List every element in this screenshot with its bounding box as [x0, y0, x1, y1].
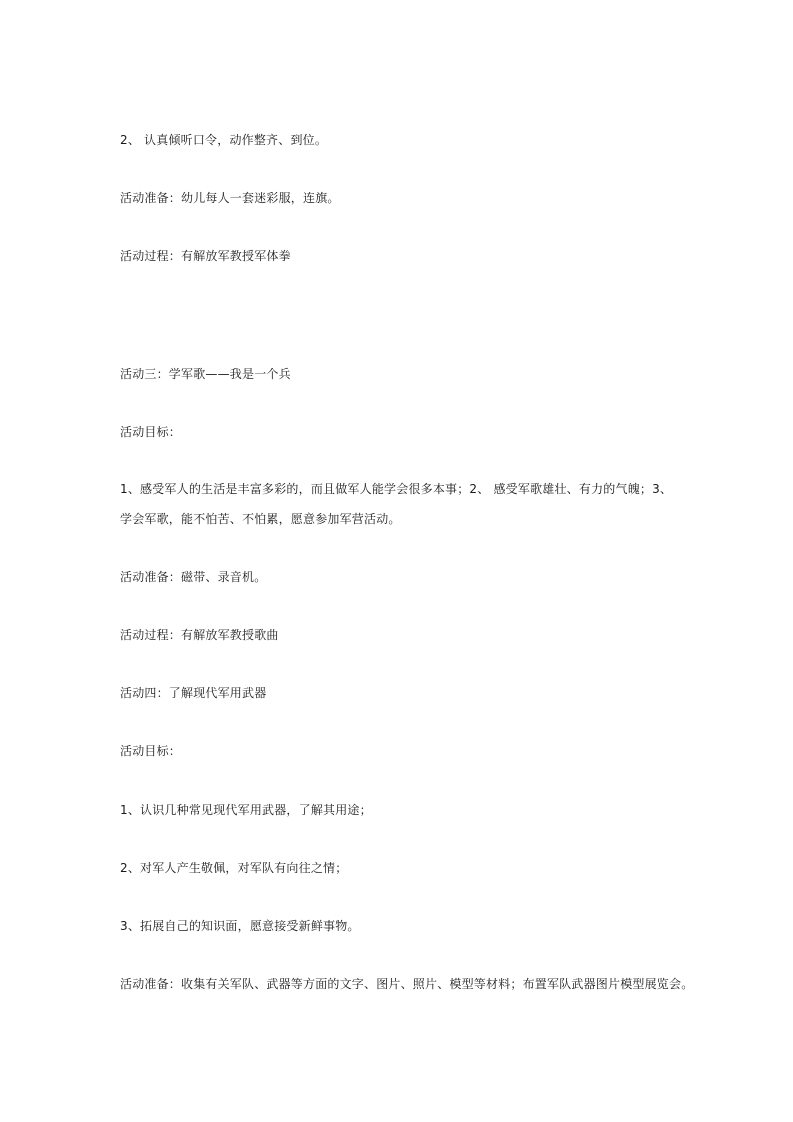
- goal-item-2: 2、 认真倾听口令，动作整齐、到位。: [120, 133, 328, 147]
- activity-three-heading: 活动三：学军歌——我是一个兵: [120, 367, 291, 381]
- activity-process: 活动过程：有解放军教授歌曲: [120, 628, 279, 642]
- activity-three-goals: 1、感受军人的生活是丰富多彩的，而且做军人能学会很多本事；2、 感受军歌雄壮、有力的气魄；3、 学会军歌，能不怕苦、不怕累，愿意参加军营活动。: [120, 482, 673, 526]
- goal-item-3: 3、拓展自己的知识面，愿意接受新鲜事物。: [120, 919, 360, 933]
- activity-process: 活动过程：有解放军教授军体拳: [120, 249, 291, 263]
- activity-four-heading: 活动四：了解现代军用武器: [120, 686, 267, 700]
- activity-goals-label: 活动目标：: [120, 425, 182, 439]
- activity-goals-label: 活动目标：: [120, 744, 182, 758]
- activity-preparation: 活动准备：幼儿每人一套迷彩服，连旗。: [120, 191, 340, 205]
- activity-preparation: 活动准备：磁带、录音机。: [120, 570, 267, 584]
- activity-preparation: 活动准备：收集有关军队、武器等方面的文字、图片、照片、模型等材料；布置军队武器图片模型展览会。: [120, 977, 694, 991]
- goal-item-2: 2、对军人产生敬佩，对军队有向往之情；: [120, 861, 348, 875]
- goal-item-1: 1、认识几种常见现代军用武器，了解其用途；: [120, 803, 372, 817]
